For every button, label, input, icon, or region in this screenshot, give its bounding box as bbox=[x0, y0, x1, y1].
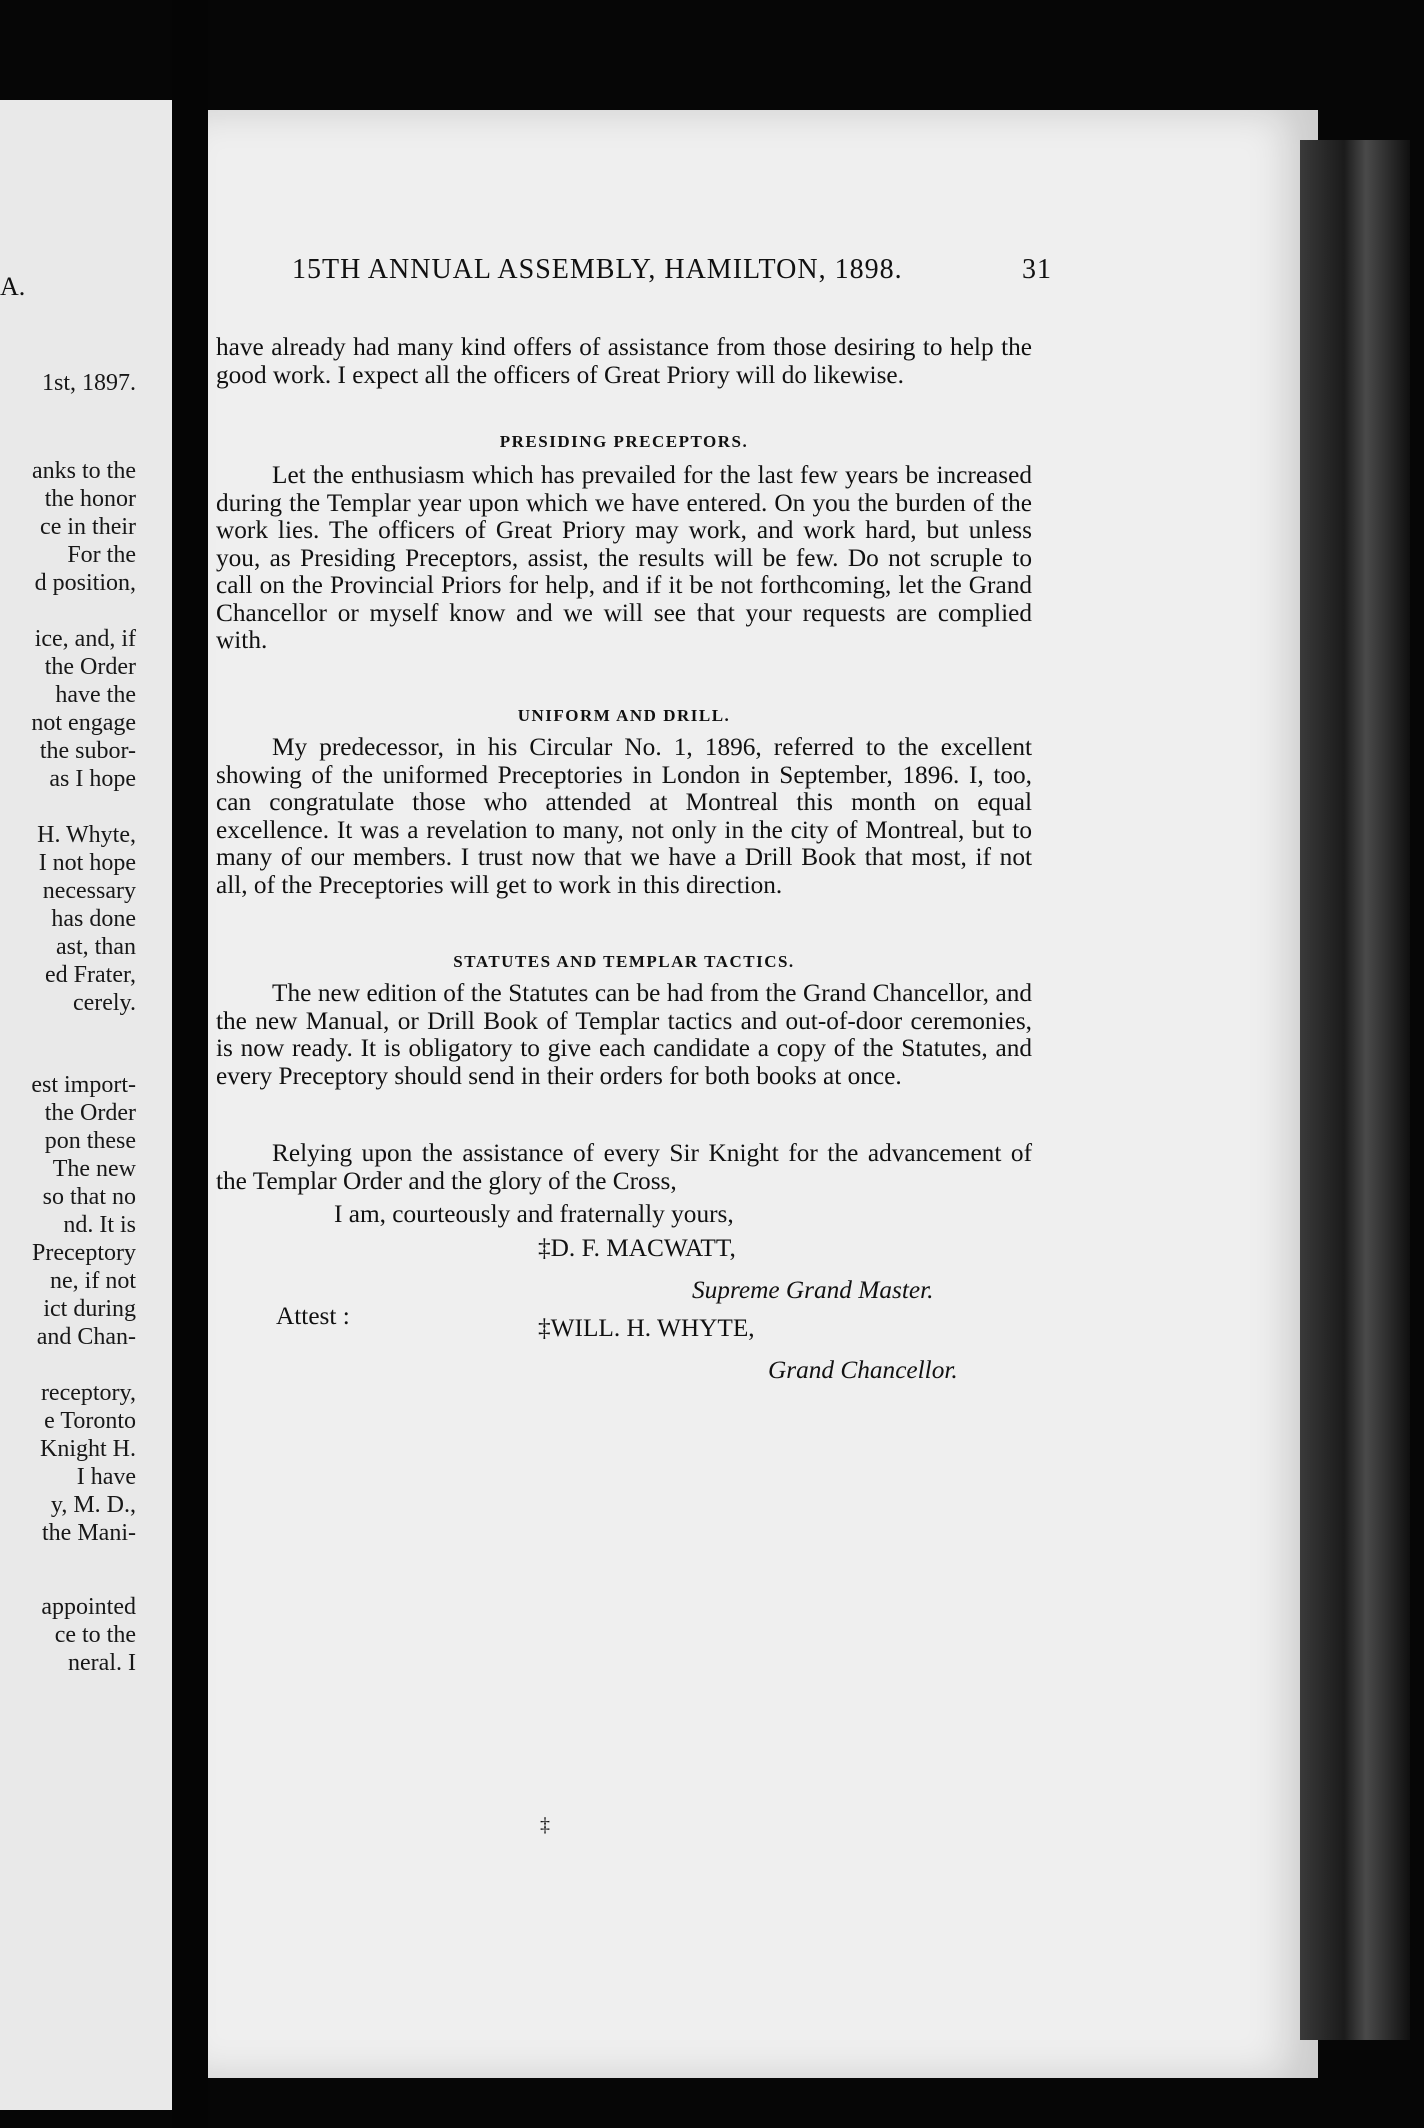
left-page-line: The new bbox=[52, 1156, 136, 1182]
page-edge bbox=[1300, 140, 1410, 2040]
left-page-line: appointed bbox=[41, 1594, 136, 1620]
section-heading: STATUTES AND TEMPLAR TACTICS. bbox=[453, 952, 795, 971]
left-page-line: Preceptory bbox=[32, 1240, 136, 1266]
left-page-line: so that no bbox=[42, 1184, 136, 1210]
left-page-line: necessary bbox=[42, 878, 136, 904]
running-header bbox=[292, 254, 1052, 294]
section-body: The new edition of the Statutes can be had from the Grand Chancellor, and the new Manual, or Drill Book of Templar tactics and out-of-door ceremonies, is now ready. It is obligatory to give each candidate a copy of the Statutes, and every Preceptory should send in their orders for both books at once. bbox=[216, 979, 1032, 1090]
left-page-line: I have bbox=[76, 1464, 136, 1490]
left-page-line: ast, than bbox=[56, 934, 136, 960]
left-page-line: e Toronto bbox=[44, 1408, 136, 1434]
signatory-name: ‡D. F. MACWATT, bbox=[538, 1234, 736, 1262]
intro-paragraph: have already had many kind offers of assistance from those desiring to help the good work. I expect all the officers of Great Priory will do likewise. bbox=[216, 333, 1032, 389]
footer-mark: ‡ bbox=[540, 1814, 550, 1836]
left-page-line: receptory, bbox=[40, 1380, 136, 1406]
left-page-fragment bbox=[0, 100, 172, 2110]
left-page-line: the Order bbox=[44, 1100, 136, 1126]
left-page-line: ce to the bbox=[54, 1622, 136, 1648]
signatory-title: Grand Chancellor. bbox=[768, 1356, 958, 1384]
left-page-line: neral. I bbox=[68, 1650, 136, 1676]
page-number: 31 bbox=[1022, 254, 1052, 285]
left-page-line: For the bbox=[67, 542, 136, 568]
book-gutter bbox=[172, 0, 208, 2128]
left-page-line: ice, and, if bbox=[34, 626, 136, 652]
left-page-line: the honor bbox=[44, 486, 136, 512]
left-page-line: has done bbox=[51, 906, 136, 932]
section-heading: PRESIDING PRECEPTORS. bbox=[499, 432, 749, 451]
left-page-line: est import- bbox=[31, 1072, 136, 1098]
left-page-line: and Chan- bbox=[36, 1324, 136, 1350]
section-body: Let the enthusiasm which has prevailed for the last few years be increased during the Templar year upon which we have entered. On you the burden of the work lies. The officers of Great Priory may work, and work hard, but unless you, as Presiding Preceptors, assist, the results will be few. Do not scruple to call on the Provincial Priors for help, and if it be not forthcoming, let the Grand Chancellor or myself know and we will see that your requests are complied with. bbox=[216, 461, 1032, 654]
header-title: 15TH ANNUAL ASSEMBLY, HAMILTON, 1898. bbox=[292, 254, 903, 285]
left-page-line: the subor- bbox=[39, 738, 136, 764]
left-page-line: not engage bbox=[31, 710, 136, 736]
left-page-line: nd. It is bbox=[63, 1212, 136, 1238]
left-page-line: pon these bbox=[44, 1128, 136, 1154]
left-page-line: y, M. D., bbox=[50, 1492, 136, 1518]
left-page-line: I not hope bbox=[38, 850, 136, 876]
left-page-line: as I hope bbox=[49, 766, 136, 792]
left-page-line: ce in their bbox=[40, 514, 136, 540]
left-page-line: H. Whyte, bbox=[37, 822, 136, 848]
valediction: I am, courteously and fraternally yours, bbox=[334, 1200, 734, 1228]
signatory-name: ‡WILL. H. WHYTE, bbox=[538, 1314, 755, 1342]
closing-paragraph: Relying upon the assistance of every Sir Knight for the advancement of the Templar Order and the glory of the Cross, bbox=[216, 1139, 1032, 1195]
left-page-line: ed Frater, bbox=[45, 962, 136, 988]
left-page-line: anks to the bbox=[32, 458, 136, 484]
signatory-title: Supreme Grand Master. bbox=[692, 1276, 934, 1304]
left-page-line: Knight H. bbox=[40, 1436, 136, 1462]
left-page-line: the Mani- bbox=[42, 1520, 136, 1546]
left-page-line: cerely. bbox=[72, 990, 136, 1016]
section-body: My predecessor, in his Circular No. 1, 1896, referred to the excellent showing of the uniformed Preceptories in London in September, 1896. I, too, can congratulate those who attended at Montreal this month on equal excellence. It was a revelation to many, not only in the city of Montreal, but to many of our members. I trust now that we have a Drill Book that most, if not all, of the Preceptories will get to work in this direction. bbox=[216, 733, 1032, 899]
left-page-line: ne, if not bbox=[50, 1268, 136, 1294]
left-page-line: have the bbox=[55, 682, 136, 708]
attest-label: Attest : bbox=[276, 1302, 350, 1330]
page bbox=[208, 110, 1318, 2078]
left-page-line: d position, bbox=[34, 570, 136, 596]
left-page-line: the Order bbox=[44, 654, 136, 680]
left-header-fragment: A. bbox=[0, 272, 26, 301]
left-page-line: ict during bbox=[43, 1296, 136, 1322]
section-heading: UNIFORM AND DRILL. bbox=[517, 706, 731, 725]
left-page-line: 1st, 1897. bbox=[41, 370, 136, 396]
